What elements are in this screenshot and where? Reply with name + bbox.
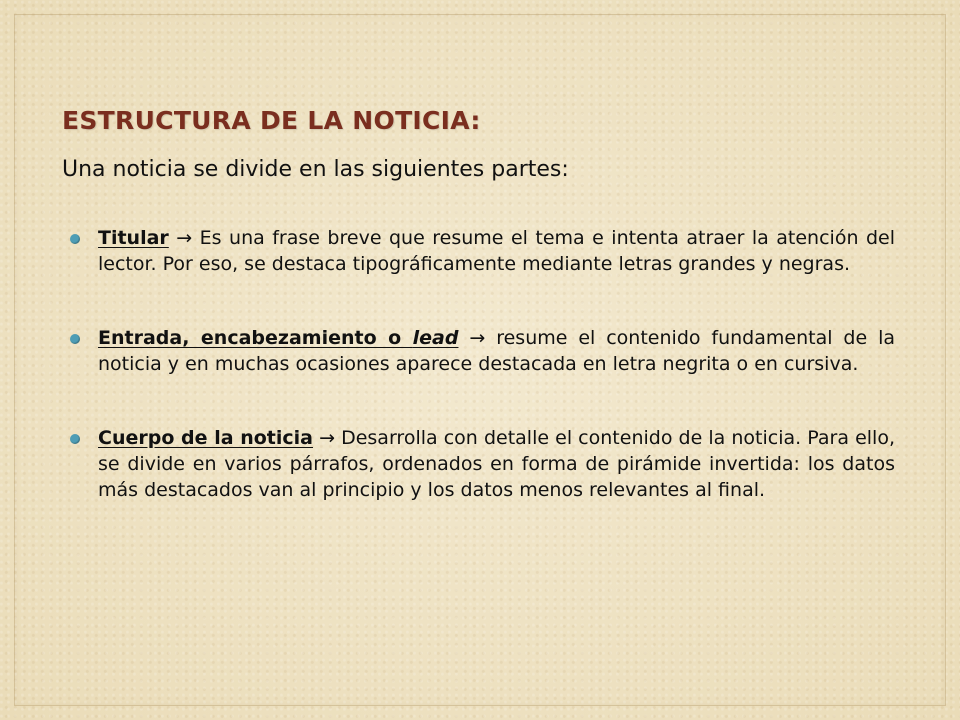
term-cuerpo: Cuerpo de la noticia xyxy=(98,427,313,449)
bullet-icon xyxy=(70,334,80,344)
list-item-entrada xyxy=(70,325,895,377)
list-item-titular xyxy=(70,225,895,277)
term-entrada-label: Entrada, encabezamiento o xyxy=(98,327,413,349)
item-description: → resume el contenido fundamental de la noticia y en muchas ocasiones aparece destacada en letra negrita o en cursiva. xyxy=(98,327,895,375)
slide-title: ESTRUCTURA DE LA NOTICIA: xyxy=(62,106,481,135)
bullet-icon xyxy=(70,234,80,244)
term-titular: Titular xyxy=(98,227,169,249)
item-description: → Desarrolla con detalle el contenido de la noticia. Para ello, se divide en varios párrafos, ordenados en forma de pirámide invertida: los datos más destacados van al principio y los datos menos relevantes al final. xyxy=(98,427,895,501)
intro-text: Una noticia se divide en las siguientes partes: xyxy=(62,157,569,182)
parts-list xyxy=(70,225,895,551)
item-description: → Es una frase breve que resume el tema e intenta atraer la atención del lector. Por eso, se destaca tipográficamente mediante letras grandes y negras. xyxy=(98,227,895,275)
term-entrada xyxy=(98,327,458,349)
term-lead: lead xyxy=(412,327,459,349)
list-item-cuerpo xyxy=(70,425,895,503)
bullet-icon xyxy=(70,434,80,444)
